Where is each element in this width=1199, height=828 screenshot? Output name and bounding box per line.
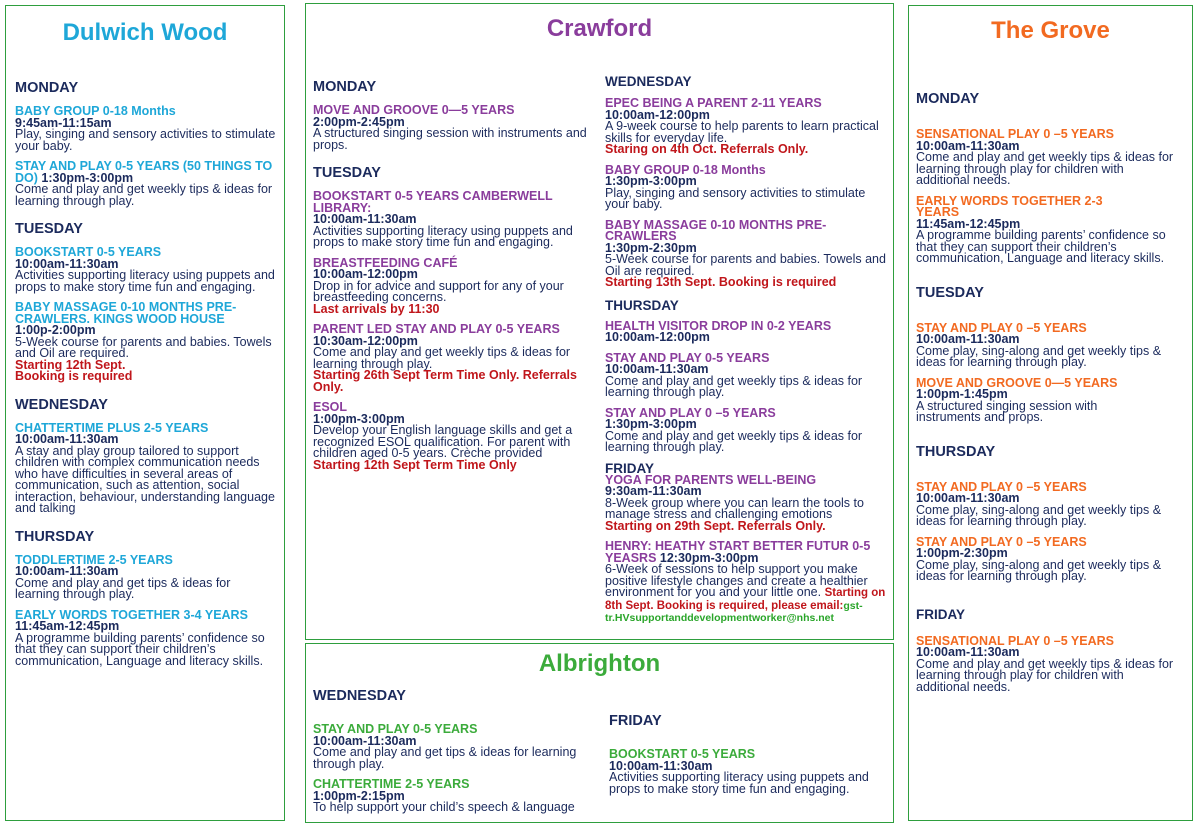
activity-time: 12:30pm-3:00pm <box>659 550 759 565</box>
activity <box>313 779 589 814</box>
activity-time: 10:00am-11:30am <box>916 645 1020 659</box>
activity-time: 1:00pm-2:30pm <box>916 546 1008 560</box>
activity-name: EARLY WORDS TOGETHER 2-3 YEARS <box>916 193 1103 219</box>
activity-description: Develop your English language skills and get a recognized ESOL qualification. For parent with children aged 0-5 years. Crèche provided <box>313 423 573 460</box>
activity <box>15 607 277 668</box>
activity-name: BABY GROUP 0-18 Months <box>605 162 766 177</box>
activity <box>916 633 1178 694</box>
activity <box>916 320 1178 369</box>
the-grove-panel <box>908 5 1193 821</box>
activity-name: BABY GROUP 0-18 Months <box>15 104 176 118</box>
activity-name: MOVE AND GROOVE 0—5 YEARS <box>313 103 515 117</box>
activity-time: 10:00am-11:30am <box>313 212 417 226</box>
activity-note: Starting on 8th Sept. Booking is required, please email: <box>605 587 886 612</box>
activity-name: STAY AND PLAY 0 –5 YEARS <box>916 479 1087 494</box>
activity-description: Come and play and get tips & ideas for learning through play. <box>313 745 577 771</box>
activity-time: 10:00am-11:30am <box>605 362 709 376</box>
activity-name: STAY AND PLAY 0 –5 YEARS <box>605 405 776 420</box>
activity-time: 1:30pm-3:00pm <box>605 174 697 188</box>
activity-time: 10:00am-12:00pm <box>605 107 710 122</box>
activity <box>313 724 589 770</box>
email-link[interactable]: gst-tr.HVsupportanddevelopmentworker@nhs.net <box>605 599 863 624</box>
day-heading: WEDNESDAY <box>605 74 692 89</box>
activity-time: 9:45am-11:15am <box>15 115 112 130</box>
day-heading: MONDAY <box>15 80 79 96</box>
activity-name: BABY MASSAGE 0-10 MONTHS PRE-CRAWLERS <box>605 217 827 243</box>
activity-description: Activities supporting literacy using puppets and props to make story time fun and engaging. <box>609 770 869 796</box>
activity <box>605 541 889 624</box>
activity-description: A structured singing session with instruments and props. <box>916 398 1098 424</box>
day-heading: TUESDAY <box>916 284 984 301</box>
activity-description: A structured singing session with instruments and props. <box>313 126 587 152</box>
activity <box>313 255 589 316</box>
activity-time: 10:30am-12:00pm <box>313 333 418 348</box>
activity-description: Come and play and get weekly tips & ideas for learning through play. <box>605 428 863 454</box>
day-heading: WEDNESDAY <box>313 688 406 704</box>
activity <box>313 191 589 249</box>
activity <box>916 375 1178 424</box>
day-heading: THURSDAY <box>605 297 679 313</box>
day-heading: TUESDAY <box>313 165 381 181</box>
activity <box>605 405 889 454</box>
day-heading: THURSDAY <box>15 528 95 545</box>
activity-name: EPEC BEING A PARENT 2-11 YEARS <box>605 96 822 110</box>
activity-description: Activities supporting literacy using puppets and props to make story time fun and engaging. <box>15 268 275 294</box>
activity <box>313 324 589 393</box>
activity-name: STAY AND PLAY 0 –5 YEARS <box>916 320 1087 335</box>
activity-description: Play, singing and sensory activities to stimulate your baby. <box>15 127 276 153</box>
day-heading: FRIDAY <box>916 606 966 622</box>
activity-name: MOVE AND GROOVE 0—5 YEARS <box>916 375 1118 390</box>
activity <box>916 193 1178 265</box>
activity-description-text: 6-Week of sessions to help support you make positive lifestyle changes and create a healthier environment for you and your little one. <box>605 562 868 599</box>
activity-name: YOGA FOR PARENTS WELL-BEING <box>605 472 817 487</box>
activity-time: 2:00pm-2:45pm <box>313 114 405 129</box>
activity-description: Activities supporting literacy using puppets and props to make story time fun and engaging. <box>313 223 573 249</box>
panel-title: Albrighton <box>538 650 661 677</box>
activity-name: STAY AND PLAY 0-5 YEARS <box>313 722 478 736</box>
activity-description: A programme building parents’ confidence so that they can support their children’s communication, Language and literacy skills. <box>916 228 1166 265</box>
activity-time: 1:30pm-3:00pm <box>41 170 134 185</box>
activity <box>15 161 277 207</box>
activity-time: 10:00am-11:30am <box>15 256 119 271</box>
activity <box>609 749 889 795</box>
activity-description: A 9-week course to help parents to learn practical skills for everyday life. <box>605 119 879 145</box>
activity-note: Last arrivals by 11:30 <box>313 301 440 316</box>
activity-name: SENSATIONAL PLAY 0 –5 YEARS <box>916 127 1114 141</box>
day-heading: THURSDAY <box>916 443 996 460</box>
activity-description: Come and play and get tips & ideas for learning through play. <box>15 575 231 601</box>
activity-description: Come and play and get weekly tips & ideas for learning through play for children with additional needs. <box>916 656 1174 694</box>
crawford-panel <box>305 3 894 640</box>
activity-description: Come play, sing-along and get weekly tips & ideas for learning through play. <box>916 557 1162 583</box>
activity-description: Come and play and get weekly tips & ideas for learning through play. <box>605 373 863 399</box>
activity-time: 10:00am-11:30am <box>916 491 1020 505</box>
activity-name: EARLY WORDS TOGETHER 3-4 YEARS <box>15 607 248 622</box>
activity-time: 10:00am-11:30am <box>916 138 1020 153</box>
activity-time: 10:00am-12:00pm <box>605 330 710 344</box>
activity-time: 10:00am-11:30am <box>15 432 119 446</box>
activity-time: 10:00am-11:30am <box>609 758 713 773</box>
activity-name: BOOKSTART 0-5 YEARS <box>15 245 162 259</box>
activity <box>916 129 1178 187</box>
panel-title: The Grove <box>991 17 1110 44</box>
activity <box>605 350 889 399</box>
activity <box>605 318 889 344</box>
activity-time: 10:00am-11:30am <box>313 733 417 748</box>
activity-description: Come and play and get weekly tips & ideas for learning through play. <box>15 182 273 208</box>
activity-time: 1:00pm-2:15pm <box>313 788 405 803</box>
activity-description: Come play, sing-along and get weekly tips & ideas for learning through play. <box>916 502 1162 528</box>
activity <box>15 302 277 383</box>
activity-name: BOOKSTART 0-5 YEARS CAMBERWELL LIBRARY: <box>313 189 553 215</box>
activity <box>15 552 277 601</box>
activity-name: CHATTERTIME 2-5 YEARS <box>313 777 470 791</box>
day-heading: WEDNESDAY <box>15 396 108 413</box>
activity-time: 10:00am-12:00pm <box>313 267 418 281</box>
activity-name: SENSATIONAL PLAY 0 –5 YEARS <box>916 633 1114 648</box>
activity-note: Starting 12th Sept. Booking is required <box>15 357 133 383</box>
activity-description: 5-Week course for parents and babies. Towels and Oil are required. <box>15 334 272 360</box>
activity-note: Staring on 4th Oct. Referrals Only. <box>605 142 809 156</box>
activity-note: Starting 12th Sept Term Time Only <box>313 457 517 472</box>
activity-description: A programme building parents’ confidence so that they can support their children’s communication, Language and literacy skills. <box>15 630 265 668</box>
day-heading: FRIDAY <box>609 713 662 729</box>
day-heading: MONDAY <box>916 91 980 107</box>
activity-time: 1:00pm-1:45pm <box>916 387 1008 401</box>
activity-name-text: HENRY: HEATHY START BETTER FUTUR 0-5 YEASRS <box>605 539 871 565</box>
activity-name <box>15 161 277 184</box>
day-heading: FRIDAY <box>605 460 655 476</box>
activity-name: CHATTERTIME PLUS 2-5 YEARS <box>15 420 209 435</box>
activity-time: 9:30am-11:30am <box>605 484 702 498</box>
activity-description: Come play, sing-along and get weekly tips & ideas for learning through play. <box>916 343 1162 369</box>
activity-name: HEALTH VISITOR DROP IN 0-2 YEARS <box>605 318 832 333</box>
activity-description: Come and play and get weekly tips & ideas for learning through play. <box>313 345 571 371</box>
activity-description: 5-Week course for parents and babies. Towels and Oil are required. <box>605 252 886 278</box>
activity-note: Starting 26th Sept Term Time Only. Referrals Only. <box>313 368 577 394</box>
activity-description: Come and play and get weekly tips & ideas for learning through play for children with additional needs. <box>916 150 1174 187</box>
activity-name: ESOL <box>313 400 348 414</box>
panel-title: Dulwich Wood <box>62 19 228 46</box>
activity-name: BOOKSTART 0-5 YEARS <box>609 747 756 761</box>
panel-title: Crawford <box>546 15 653 42</box>
activity-time: 10:00am-11:30am <box>916 332 1020 346</box>
activity <box>605 472 889 533</box>
activity-name: PARENT LED STAY AND PLAY 0-5 YEARS <box>313 322 560 336</box>
activity-description <box>605 564 889 624</box>
activity-note: Starting 13th Sept. Booking is required <box>605 275 837 289</box>
activity <box>605 217 889 289</box>
activity <box>605 162 889 211</box>
activity-note: Starting on 29th Sept. Referrals Only. <box>605 518 826 533</box>
activity-time: 11:45am-12:45pm <box>15 619 120 633</box>
activity-time: 1:00pm-3:00pm <box>313 411 405 426</box>
day-heading: MONDAY <box>313 79 377 95</box>
activity-description: To help support your child’s speech & language <box>313 800 575 814</box>
activity <box>313 105 589 151</box>
activity-time: 1:00p-2:00pm <box>15 323 96 337</box>
activity-description: Play, singing and sensory activities to stimulate your baby. <box>605 185 866 211</box>
activity-name-text: STAY AND PLAY 0-5 YEARS (50 THINGS TO DO) <box>15 159 273 185</box>
activity-name: STAY AND PLAY 0 –5 YEARS <box>916 534 1087 549</box>
activity <box>15 247 277 293</box>
activity <box>15 420 277 515</box>
activity-name: BREASTFEEDING CAFÉ <box>313 255 458 270</box>
activity <box>605 98 889 156</box>
activity-name <box>605 541 889 564</box>
activity-name: BABY MASSAGE 0-10 MONTHS PRE-CRAWLERS. KINGS WOOD HOUSE <box>15 300 237 326</box>
activity <box>15 106 277 152</box>
activity-description: A stay and play group tailored to support children with complex communication needs who have difficulties in several areas of communication, such as attention, social interaction, behaviour, understanding language and talking <box>15 443 275 515</box>
activity <box>916 479 1178 528</box>
activity-name: TODDLERTIME 2-5 YEARS <box>15 552 173 567</box>
day-heading: TUESDAY <box>15 221 83 237</box>
albrighton-panel <box>305 643 894 823</box>
activity <box>313 402 589 471</box>
activity-description: Drop in for advice and support for any of your breastfeeding concerns. <box>313 278 564 304</box>
dulwich-wood-panel <box>5 5 285 821</box>
activity-time: 11:45am-12:45pm <box>916 216 1021 231</box>
activity-time: 1:30pm-3:00pm <box>605 417 697 431</box>
activity-name: STAY AND PLAY 0-5 YEARS <box>605 350 770 365</box>
activity <box>916 534 1178 583</box>
activity-time: 10:00am-11:30am <box>15 564 119 578</box>
activity-time: 1:30pm-2:30pm <box>605 240 697 255</box>
activity-description: 8-Week group where you can learn the tools to manage stress and challenging emotions <box>605 495 864 521</box>
